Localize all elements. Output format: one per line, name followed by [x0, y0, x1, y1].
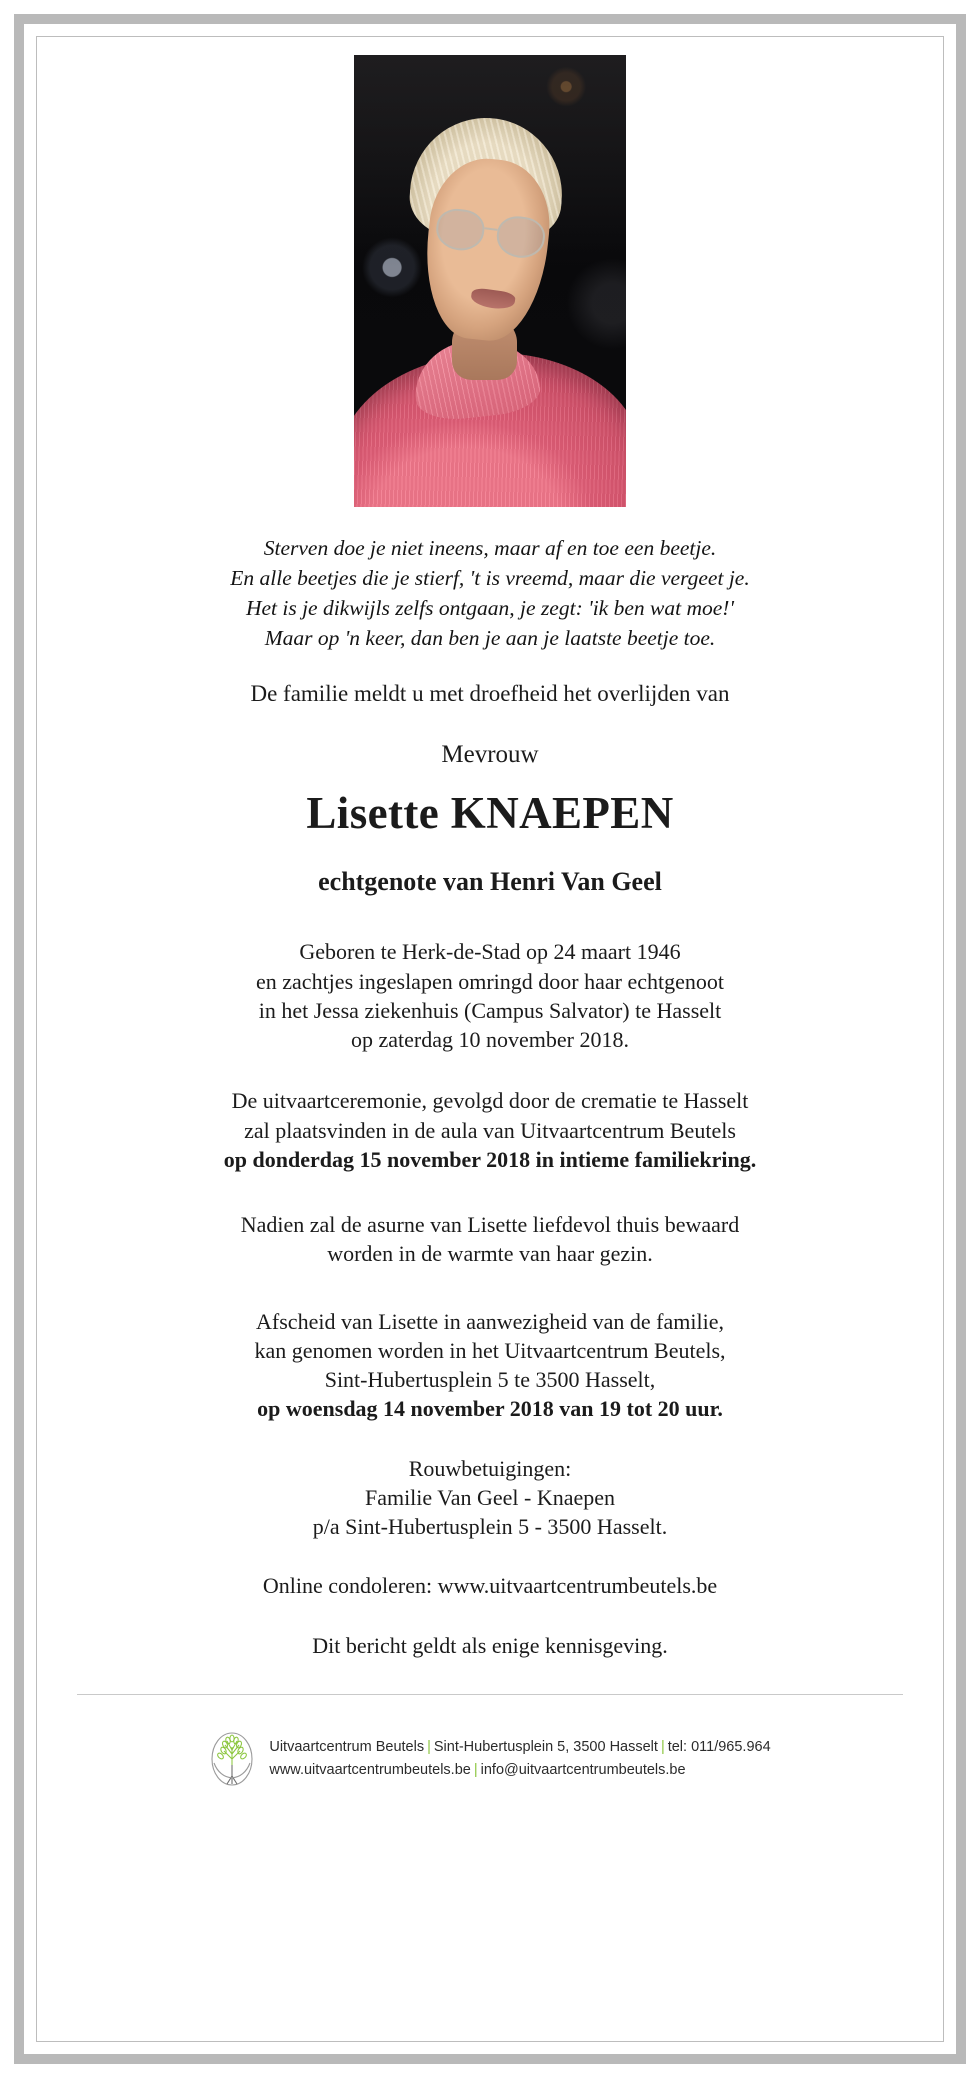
poem-line-3: Het is je dikwijls zelfs ontgaan, je zegt: 'ik ben wat moe!' [245, 596, 735, 621]
spouse-line: echtgenote van Henri Van Geel [318, 867, 662, 897]
life-line-1: Geboren te Herk-de-Stad op 24 maart 1946 [299, 939, 681, 965]
ceremony-line-2: zal plaatsvinden in de aula van Uitvaartcentrum Beutels [244, 1117, 736, 1143]
footer-line-1 [269, 1736, 770, 1758]
poem-line-4: Maar op 'n keer, dan ben je aan je laatste beetje toe. [264, 626, 716, 651]
farewell-date-line: op woensdag 14 november 2018 van 19 tot 20 uur. [257, 1396, 723, 1422]
condolences-heading: Rouwbetuigingen: [408, 1455, 572, 1481]
footer-phone: tel: 011/965.964 [667, 1739, 771, 1756]
glasses-left-lens [434, 207, 486, 253]
announcement-intro: De familie meldt u met droefheid het overlijden van [250, 681, 730, 707]
farewell-details [77, 1307, 903, 1424]
urn-details [77, 1210, 903, 1269]
footer-company: Uitvaartcentrum Beutels [269, 1739, 425, 1756]
portrait-container [77, 55, 903, 507]
footer-line-2 [269, 1759, 770, 1781]
life-line-2: en zachtjes ingeslapen omringd door haar echtgenoot [256, 968, 724, 994]
footer-divider [77, 1694, 903, 1695]
poem-line-2: En alle beetjes die je stierf, 't is vreemd, maar die vergeet je. [230, 566, 750, 591]
ceremony-date-line: op donderdag 15 november 2018 in intieme familiekring. [223, 1146, 757, 1172]
footer-website[interactable]: www.uitvaartcentrumbeutels.be [269, 1761, 471, 1778]
poem-line-1: Sterven doe je niet ineens, maar af en toe een beetje. [263, 536, 717, 560]
ceremony-details [77, 1086, 903, 1174]
footer-separator-3: | [473, 1761, 478, 1778]
urn-line-2: worden in de warmte van haar gezin. [327, 1241, 653, 1267]
deceased-name: Lisette KNAEPEN [306, 788, 674, 839]
memorial-poem [77, 533, 903, 653]
glasses-bridge [484, 228, 497, 232]
condolences-details [77, 1454, 903, 1542]
inner-border-frame [36, 36, 944, 2042]
salutation: Mevrouw [441, 741, 539, 769]
outer-border-frame [14, 14, 966, 2064]
footer-contact [269, 1736, 770, 1781]
portrait-photo [354, 55, 626, 507]
farewell-line-3: Sint-Hubertusplein 5 te 3500 Hasselt, [324, 1367, 656, 1393]
farewell-line-1: Afscheid van Lisette in aanwezigheid van de familie, [256, 1308, 724, 1334]
farewell-line-2: kan genomen worden in het Uitvaartcentrum Beutels, [254, 1337, 726, 1363]
ceremony-line-1: De uitvaartceremonie, gevolgd door de crematie te Hasselt [231, 1088, 749, 1114]
tree-logo-icon [209, 1729, 255, 1789]
footer-email[interactable]: info@uitvaartcentrumbeutels.be [480, 1761, 686, 1778]
footer [77, 1729, 903, 1789]
life-details [77, 937, 903, 1054]
life-line-3: in het Jessa ziekenhuis (Campus Salvator) te Hasselt [258, 997, 722, 1023]
condolences-family: Familie Van Geel - Knaepen [364, 1484, 616, 1510]
footer-address: Sint-Hubertusplein 5, 3500 Hasselt [433, 1739, 658, 1756]
glasses-right-lens [494, 214, 546, 260]
online-condolences: Online condoleren: www.uitvaartcentrumbeutels.be [262, 1573, 718, 1599]
life-line-4: op zaterdag 10 november 2018. [351, 1027, 629, 1053]
urn-line-1: Nadien zal de asurne van Lisette liefdevol thuis bewaard [240, 1212, 740, 1238]
footer-separator-2: | [660, 1739, 665, 1756]
condolences-address: p/a Sint-Hubertusplein 5 - 3500 Hasselt. [312, 1514, 668, 1540]
footer-separator-1: | [427, 1739, 431, 1756]
enige-kennisgeving-notice: Dit bericht geldt als enige kennisgeving. [312, 1632, 668, 1658]
